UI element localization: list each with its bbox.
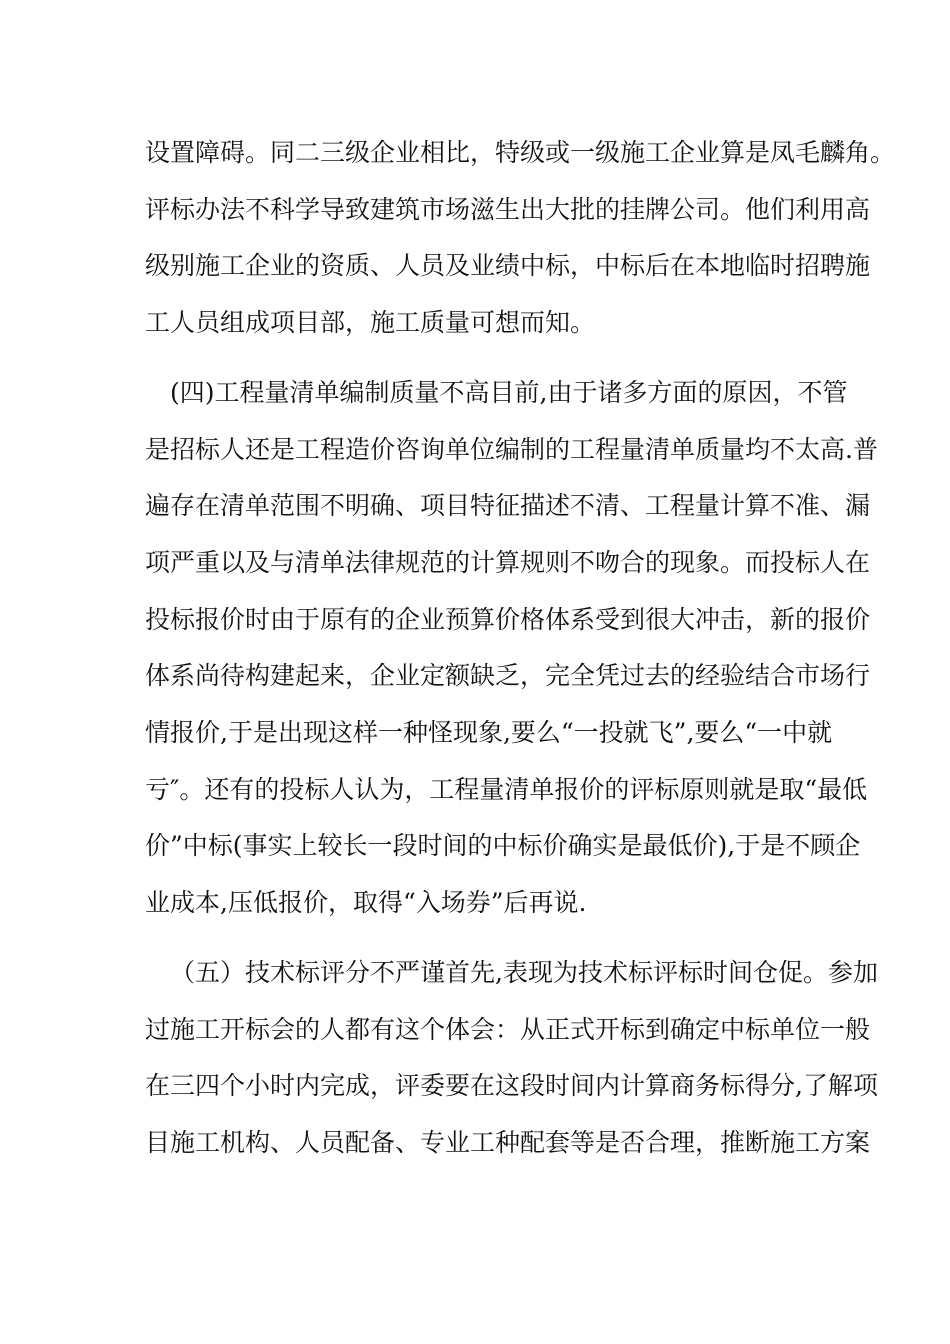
text-line: 业成本,压低报价，取得“入场券”后再说. bbox=[145, 888, 587, 917]
text-line: 是招标人还是工程造价咨询单位编制的工程量清单质量均不太高.普 bbox=[145, 435, 878, 464]
text-line: 投标报价时由于原有的企业预算价格体系受到很大冲击，新的报价 bbox=[145, 605, 871, 634]
text-line: 设置障碍。同二三级企业相比，特级或一级施工企业算是凤毛麟角。 bbox=[145, 138, 896, 167]
text-line: 级别施工企业的资质、人员及业绩中标，中标后在本地临时招聘施 bbox=[145, 251, 871, 280]
text-line: 目施工机构、人员配备、专业工种配套等是否合理，推断施工方案 bbox=[145, 1128, 871, 1157]
text-line: 情报价,于是出现这样一种怪现象,要么“一投就飞”,要么“一中就 bbox=[145, 718, 833, 747]
text-line: 遍存在清单范围不明确、项目特征描述不清、工程量计算不准、漏 bbox=[145, 491, 871, 520]
text-line: 过施工开标会的人都有这个体会：从正式开标到确定中标单位一般 bbox=[145, 1015, 871, 1044]
text-line: 评标办法不科学导致建筑市场滋生出大批的挂牌公司。他们利用高 bbox=[145, 195, 871, 224]
text-line: 体系尚待构建起来，企业定额缺乏，完全凭过去的经验结合市场行 bbox=[145, 661, 871, 690]
text-line: 工人员组成项目部，施工质量可想而知。 bbox=[145, 308, 596, 337]
text-line: 价”中标(事实上较长一段时间的中标价确实是最低价),于是不顾企 bbox=[145, 831, 861, 860]
paragraph-5-first-line: （五）技术标评分不严谨首先,表现为技术标评标时间仓促。参加 bbox=[170, 958, 878, 987]
text-line: 亏″。还有的投标人认为，工程量清单报价的评标原则就是取“最低 bbox=[145, 775, 868, 804]
text-line: 在三四个小时内完成，评委要在这段时间内计算商务标得分,了解项 bbox=[145, 1071, 878, 1100]
text-line: 项严重以及与清单法律规范的计算规则不吻合的现象。而投标人在 bbox=[145, 548, 871, 577]
paragraph-4-first-line: (四)工程量清单编制质量不高目前,由于诸多方面的原因，不管 bbox=[170, 378, 848, 407]
